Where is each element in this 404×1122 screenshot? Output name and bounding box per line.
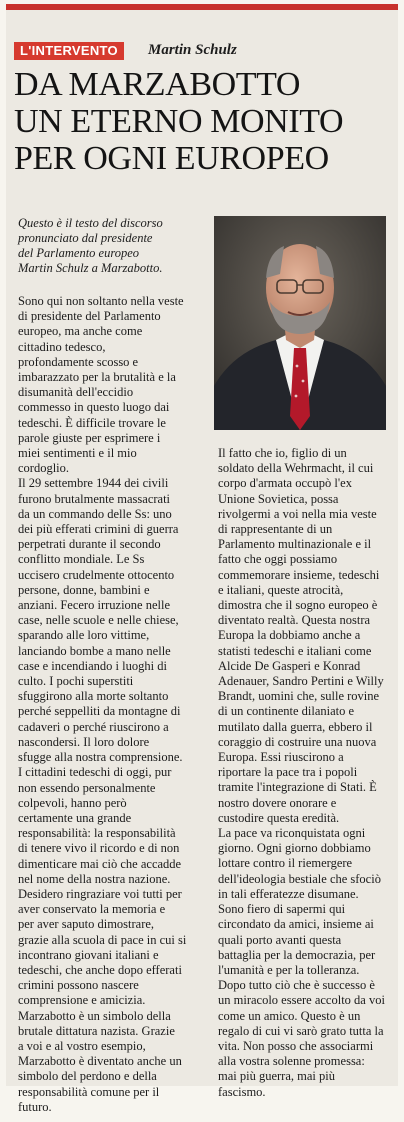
text-line: I cittadini tedeschi di oggi, pur [18,765,172,780]
text-line: mai più guerra, mai più [218,1069,335,1084]
paragraph [218,446,394,826]
text-line: coraggio di costruire una nuova [218,734,377,749]
text-line: Europa. Essi riuscirono a [218,750,344,765]
text-line: dimenticare mai ciò che accadde [18,856,182,871]
text-line: case, nelle scuole e nelle chiese, [18,613,179,628]
paragraph [18,294,203,476]
text-line: miei sentimenti e il mio [18,446,137,461]
paragraph [218,826,394,1100]
text-line: Il 29 settembre 1944 dei civili [18,476,169,491]
text-line: brutale dittatura nazista. Grazie [18,1023,175,1038]
text-line: Desidero ringraziare voi tutti per [18,886,182,901]
text-line: lanciando bombe a mano nelle [18,643,171,658]
text-line: persone, donne, bambini e [18,582,150,597]
text-line: rivolgermi a voi nella mia veste [218,506,377,521]
text-line: europeo, ma anche come [18,324,143,339]
headline [14,66,394,177]
text-line: aver conservato la memoria e [18,902,166,917]
text-line: La pace va riconquistata ogni [218,826,366,841]
text-line: per aver saputo dimostrare, [18,917,155,932]
text-line: Marzabotto è diventato anche un [18,1054,182,1069]
text-line: statisti tedeschi e italiani come [218,643,372,658]
text-line: culto. I pochi superstiti [18,674,134,689]
text-line: di presidente del Parlamento [18,309,161,324]
text-line: commemorare insieme, tedeschi [218,567,380,582]
text-line: perché seppelliti da montagne di [18,704,181,719]
text-line: perpetrati durante il secondo [18,537,161,552]
text-line: Sono fiero di sapermi qui [218,902,346,917]
text-line: di rappresentante di un [218,522,333,537]
text-line: comprensione e amicizia. [18,993,146,1008]
text-line: Sono qui non soltanto nella veste [18,294,184,308]
text-line: dell'ideologia bestiale che sfociò [218,871,381,886]
text-line: fascismo. [218,1084,266,1099]
text-line: dimostra che il sogno europeo è [218,598,378,613]
text-line: fatto che oggi possiamo [218,552,338,567]
text-line: futuro. [18,1099,52,1114]
text-line: vita. Non posso che associarmi [218,1038,374,1053]
portrait-photo [214,216,386,430]
text-line: regalo di cui vi sarò grato tutta la [218,1023,384,1038]
text-line: profondamente scosso e [18,354,139,369]
text-line: cadaveri o perché riuscirono a [18,719,169,734]
text-line: Parlamento multinazionale e il [218,537,372,552]
text-line: l'umanità e per la tolleranza. [218,962,360,977]
text-line: corpo d'armata occupò l'ex [218,476,352,491]
text-line: sfugge alla nostra comprensione. [18,750,183,765]
text-line: diventato realtà. Questa nostra [218,613,371,628]
headline-line: PER OGNI EUROPEO [14,140,329,177]
text-line: uccisero crudelmente ottocento [18,567,175,582]
text-line: a voi e al vostro esempio, [18,1038,146,1053]
intro-line: Questo è il testo del discorso [18,216,163,230]
intro-line: del Parlamento europeo [18,246,140,260]
text-line: quali porto avanti questa [218,932,342,947]
text-line: nel nome della nostra nazione. [18,871,171,886]
intro-note [18,216,198,276]
text-line: un miracolo essere accolto da voi [218,993,385,1008]
text-line: sparando alle loro vittime, [18,628,150,643]
text-line: Brandt, uomini che, sulle rovine [218,689,380,704]
text-line: parole giuste per esprimere i [18,430,161,445]
text-line: tedeschi. È difficile trovare le [18,415,166,430]
text-line: soldato della Wehrmacht, il cui [218,461,374,476]
text-line: di tenere vivo il ricordo e di non [18,841,180,856]
text-line: tedeschi, che anche dopo efferati [18,962,182,977]
text-line: responsabilità: la responsabilità [18,826,176,841]
text-line: Alcide De Gasperi e Konrad [218,658,361,673]
newspaper-clipping [6,4,398,1114]
text-line: mutilato dalla guerra, ebbero il [218,719,373,734]
text-line: cittadino tedesco, [18,339,106,354]
text-line: nostro dovere onorare e [218,795,337,810]
text-line: come un amico. Questo è un [218,1008,361,1023]
author-byline: Martin Schulz [148,42,237,58]
headline-line: DA MARZABOTTO [14,66,301,103]
text-line: riportare la pace tra i popoli [218,765,358,780]
text-line: circondato da amici, insieme ai [218,917,374,932]
paragraph [18,476,203,765]
top-color-bar [6,4,398,10]
text-line: furono brutalmente massacrati [18,491,171,506]
text-line: non essendo personalmente [18,780,156,795]
text-line: custodire questa eredità. [218,810,340,825]
text-line: grazie alla scuola di pace in cui si [18,932,187,947]
intro-line: Martin Schulz a Marzabotto. [18,261,163,275]
text-line: alla vostra solenne promessa: [218,1054,365,1069]
text-line: crimini possono nascere [18,978,139,993]
text-line: Marzabotto è un simbolo della [18,1008,171,1023]
text-line: responsabilità comune per il [18,1084,160,1099]
text-line: giorno. Ogni giorno dobbiamo [218,841,371,856]
text-line: sfuggirono alla morte soltanto [18,689,169,704]
text-line: da un commando delle Ss: uno [18,506,172,521]
text-line: conflitto mondiale. Le Ss [18,552,145,567]
text-line: commesso in questo luogo dai [18,400,170,415]
text-line: lottare contro il riemergere [218,856,353,871]
text-line: Il fatto che io, figlio di un [218,446,347,460]
text-line: in tali efferatezze disumane. [218,886,359,901]
text-line: cordoglio. [18,461,70,476]
text-line: battaglia per la democrazia, per [218,947,376,962]
text-line: Europa la dobbiamo anche a [218,628,361,643]
text-line: Unione Sovietica, possa [218,491,339,506]
text-line: colpevoli, hanno però [18,795,127,810]
text-line: dei più efferati crimini di guerra [18,522,179,537]
intro-line: pronunciato dal presidente [18,231,153,245]
text-line: simbolo del perdono e della [18,1069,157,1084]
article-column-right [218,446,394,1100]
text-line: tramite l'integrazione di Stati. È [218,780,377,795]
text-line: Adenauer, Sandro Pertini e Willy [218,674,384,689]
section-rubric: L'INTERVENTO [14,42,124,60]
text-line: Dopo tutto ciò che è successo è [218,978,375,993]
text-line: e italiani, queste atrocità, [218,582,344,597]
text-line: imbarazzato per la brutalità e la [18,370,176,385]
text-line: incontrano giovani italiani e [18,947,159,962]
text-line: di un continente dilaniato e [218,704,355,719]
headline-line: UN ETERNO MONITO [14,103,344,140]
article-column-left [18,294,203,1115]
text-line: nascondersi. Il loro dolore [18,734,150,749]
text-line: anziani. Fecero irruzione nelle [18,598,171,613]
text-line: case e incendiando i luoghi di [18,658,167,673]
paragraph [18,765,203,1115]
text-line: disumanità dell'eccidio [18,385,134,400]
text-line: certamente una grande [18,810,132,825]
portrait-illustration [214,216,386,430]
